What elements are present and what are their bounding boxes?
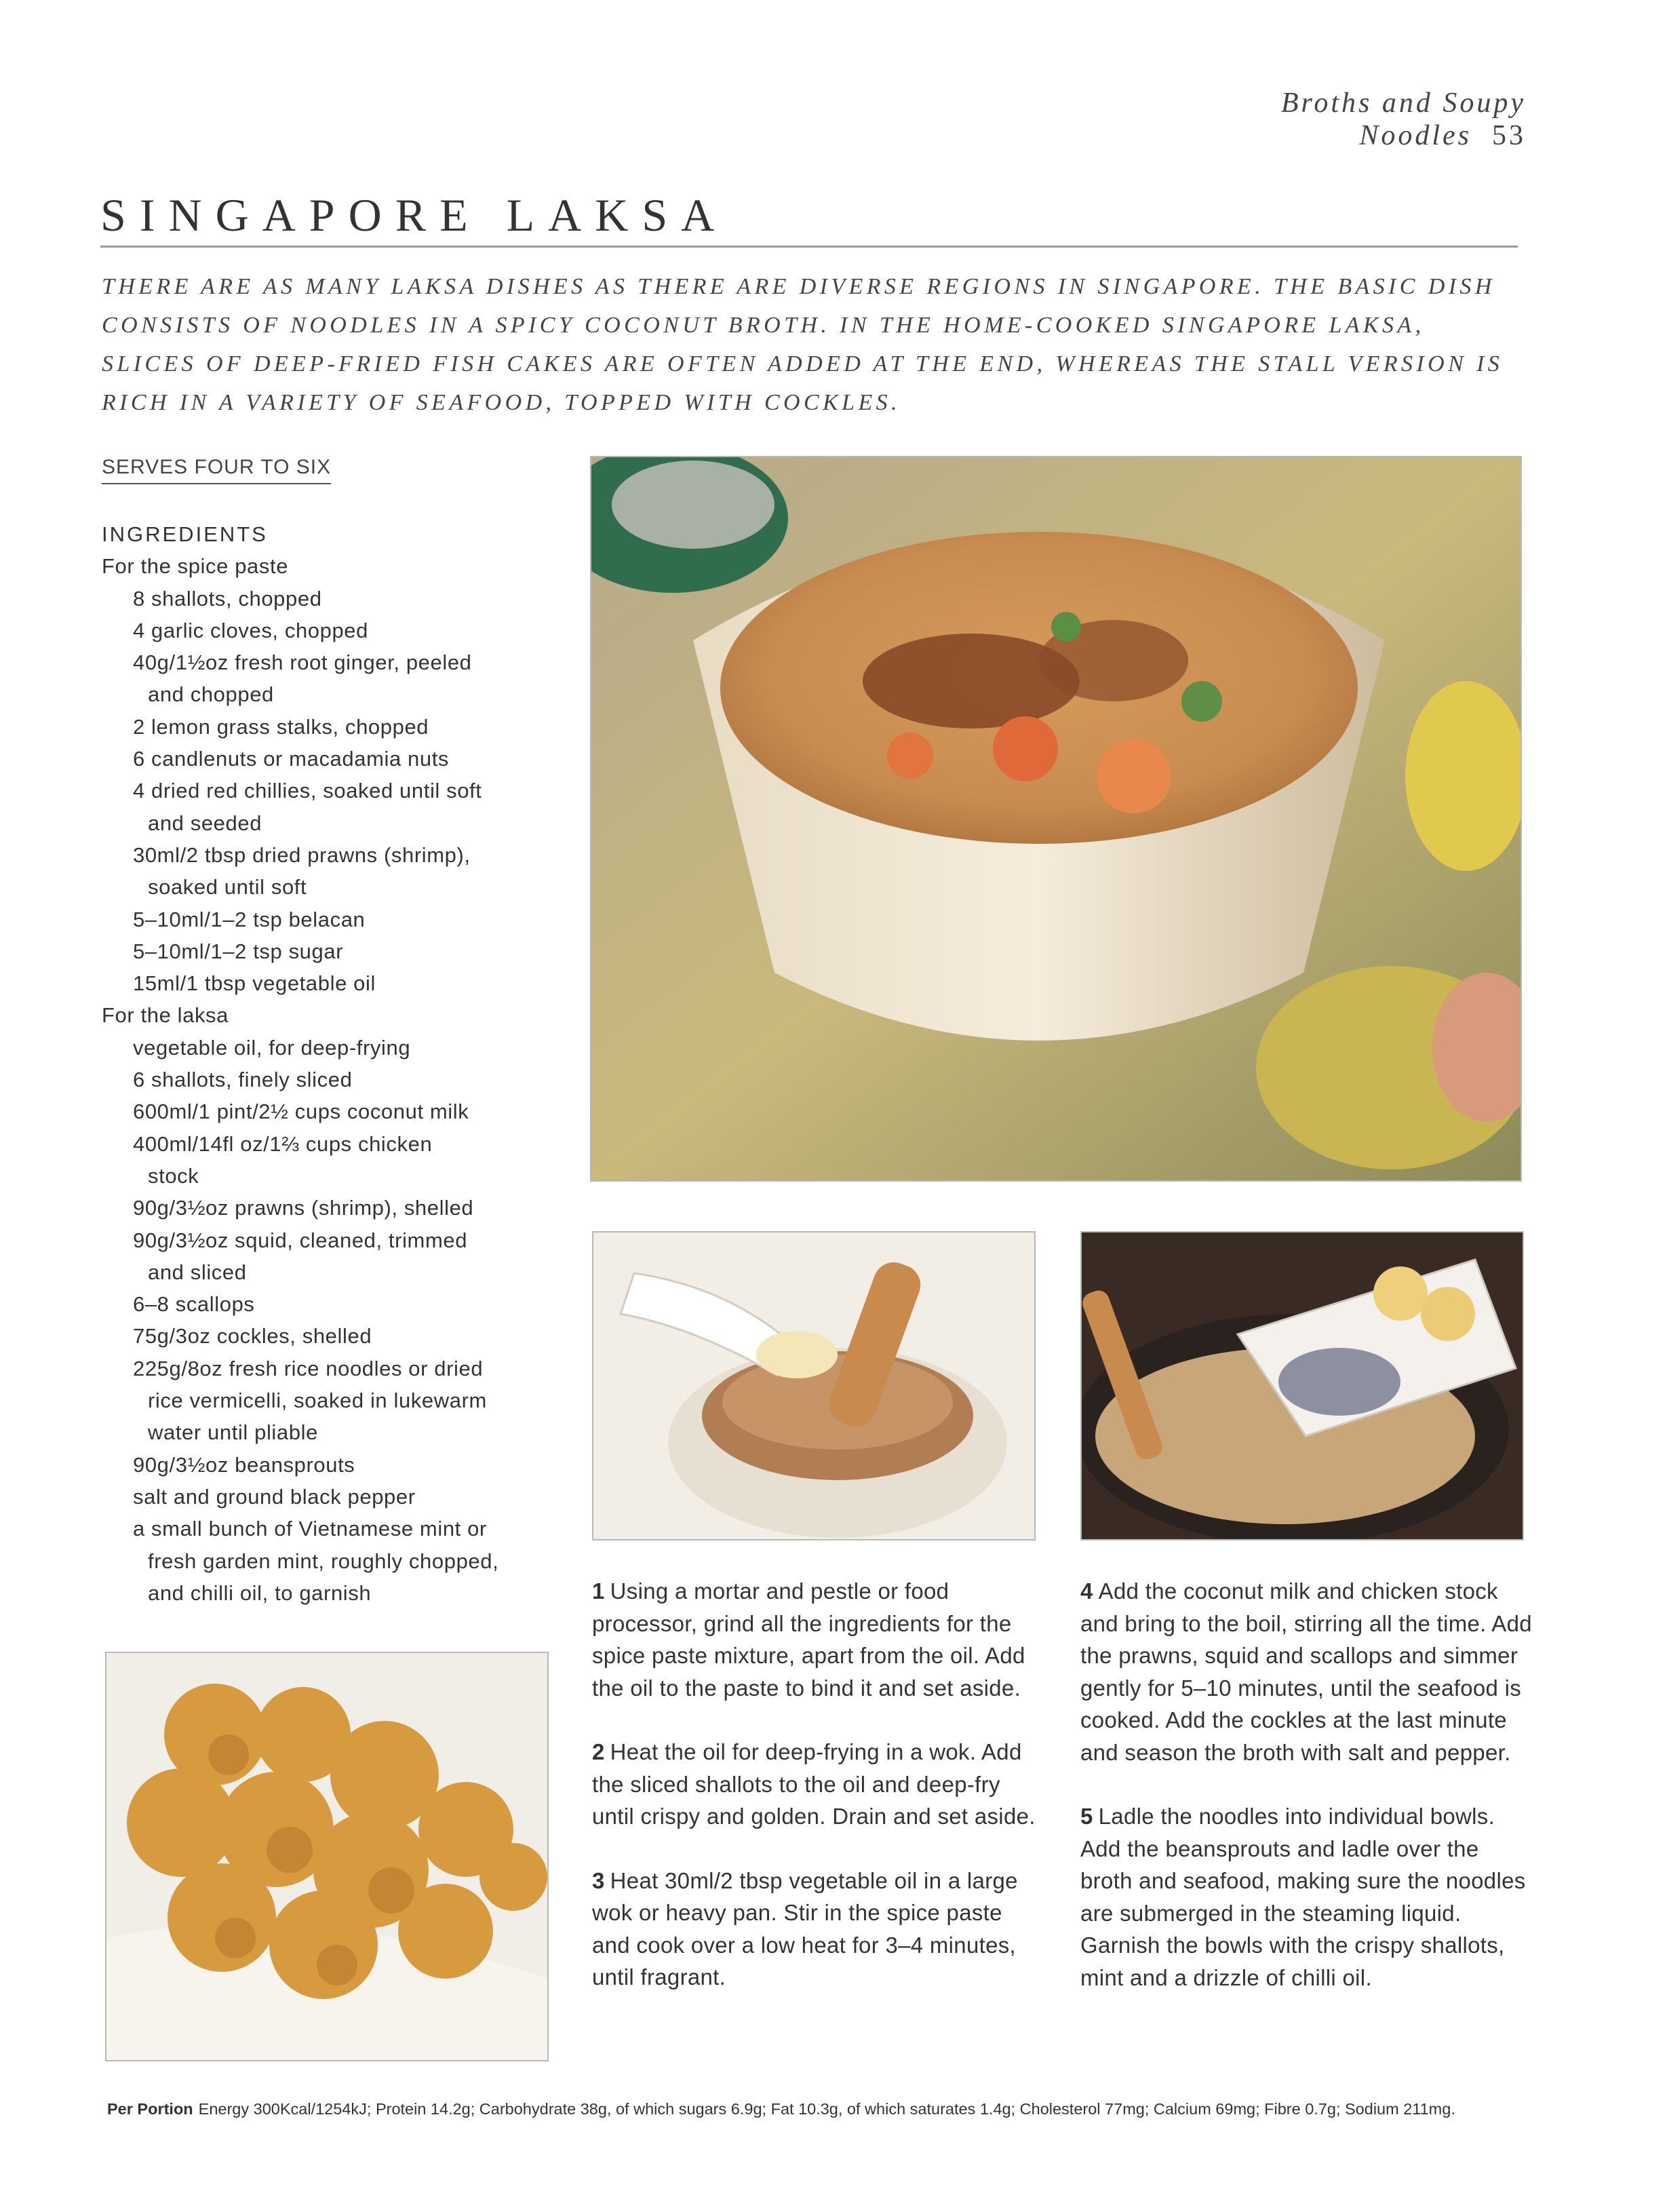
ingredient-item	[102, 615, 549, 646]
wok-seafood-photo	[1080, 1231, 1524, 1540]
ingredient-line-cont: and chopped	[148, 682, 274, 707]
page-number: 53	[1492, 120, 1526, 151]
ingredients-list	[102, 518, 549, 1609]
ingredient-line: 6 candlenuts or macadamia nuts	[133, 747, 450, 771]
ingredient-line: 8 shallots, chopped	[133, 586, 322, 610]
ingredient-group-label: For the spice paste	[102, 554, 289, 579]
method-step	[1080, 1800, 1535, 1994]
ingredient-item	[102, 1032, 549, 1064]
ingredient-line: vegetable oil, for deep-frying	[133, 1035, 411, 1060]
step-text: Ladle the noodles into individual bowls. Add the beansprouts and ladle over the broth and seafood, making sure the noodles are submerged in the steaming liquid. Garnish the bowls with the crispy shallots, mint and a drizzle of chilli oil.	[1080, 1804, 1526, 1990]
ingredient-line: 90g/3½oz squid, cleaned, trimmed	[133, 1228, 468, 1252]
ingredient-line-cont: soaked until soft	[148, 875, 307, 899]
step-number: 4	[1080, 1578, 1093, 1604]
ingredient-line-cont: and chilli oil, to garnish	[148, 1580, 372, 1605]
ingredient-line: 90g/3½oz beansprouts	[133, 1452, 355, 1477]
method-step	[592, 1736, 1046, 1833]
ingredient-item	[102, 1449, 549, 1481]
method-step	[592, 1575, 1046, 1704]
ingredient-line: 90g/3½oz prawns (shrimp), shelled	[133, 1196, 474, 1220]
ingredient-line: 5–10ml/1–2 tsp sugar	[133, 939, 344, 963]
ingredient-line-cont: and sliced	[148, 1260, 247, 1284]
step-text: Add the coconut milk and chicken stock and bring to the boil, stirring all the time. Add the prawns, squid and scallops and simmer gently for 5–10 minutes, until the seafood is cooked. Add the cockles at the last minute and season the broth with salt and pepper.	[1080, 1578, 1532, 1765]
nutrition-text: Energy 300Kcal/1254kJ; Protein 14.2g; Carbohydrate 38g, of which sugars 6.9g; Fat 10.3g, of which saturates 1.4g; Cholesterol 77mg; Calcium 69mg; Fibre 0.7g; Sodium 211mg.	[198, 2100, 1455, 2118]
ingredient-item	[102, 967, 549, 999]
ingredient-line: 4 dried red chillies, soaked until soft	[133, 779, 482, 803]
ingredient-line: 2 lemon grass stalks, chopped	[133, 714, 429, 739]
ingredient-item	[102, 583, 549, 615]
step-number: 2	[592, 1739, 605, 1764]
title-divider	[100, 246, 1518, 248]
ingredient-line-cont: water until pliable	[148, 1420, 318, 1445]
section-title: Broths and Soupy Noodles	[1280, 88, 1526, 151]
running-header	[1105, 87, 1526, 152]
recipe-title: SINGAPORE LAKSA	[100, 189, 728, 241]
method-step	[1080, 1575, 1535, 1768]
ingredient-item	[102, 1095, 549, 1127]
ingredient-line-cont: stock	[148, 1163, 199, 1188]
ingredient-line: salt and ground black pepper	[133, 1484, 416, 1509]
method-steps-left	[592, 1575, 1046, 2025]
ingredient-line: 15ml/1 tbsp vegetable oil	[133, 971, 376, 996]
step-text: Heat 30ml/2 tbsp vegetable oil in a large wok or heavy pan. Stir in the spice paste and cook over a low heat for 3–4 minutes, until fragrant.	[592, 1867, 1018, 1990]
ingredient-line: 75g/3oz cockles, shelled	[133, 1324, 372, 1348]
ingredient-item	[102, 839, 549, 904]
nutrition-info	[107, 2100, 1531, 2118]
serves-label: SERVES FOUR TO SIX	[102, 456, 331, 484]
ingredient-item	[102, 904, 549, 935]
ingredient-line: 6–8 scallops	[133, 1292, 255, 1317]
ingredient-line: 225g/8oz fresh rice noodles or dried	[133, 1356, 484, 1380]
ingredient-item	[102, 646, 549, 711]
recipe-intro: THERE ARE AS MANY LAKSA DISHES AS THERE ARE DIVERSE REGIONS IN SINGAPORE. THE BASIC DISH CONSISTS OF NOODLES IN A SPICY COCONUT BROTH. IN THE HOME-COOKED SINGAPORE LAKSA, SLICES OF DEEP-FRIED FISH CAKES ARE OFTEN ADDED AT THE END, WHEREAS THE STALL VERSION IS RICH IN A VARIETY OF SEAFOOD, TOPPED WITH COCKLES.	[102, 274, 1504, 415]
step-number: 5	[1080, 1804, 1093, 1829]
ingredient-line-cont: and seeded	[148, 811, 262, 835]
ingredient-item	[102, 1481, 549, 1513]
ingredient-line: 40g/1½oz fresh root ginger, peeled	[133, 651, 472, 675]
ingredient-line-cont: fresh garden mint, roughly chopped,	[148, 1549, 499, 1573]
ingredient-item	[102, 1353, 549, 1449]
ingredient-item	[102, 1288, 549, 1320]
ingredient-line: 400ml/14fl oz/1⅔ cups chicken	[133, 1131, 433, 1156]
ingredient-line-cont: rice vermicelli, soaked in lukewarm	[148, 1389, 487, 1413]
ingredients-heading: INGREDIENTS	[102, 522, 268, 546]
ingredient-item	[102, 743, 549, 775]
ingredient-item	[102, 1320, 549, 1352]
ingredient-item	[102, 711, 549, 743]
ingredient-line: 600ml/1 pint/2½ cups coconut milk	[133, 1100, 469, 1124]
ingredient-item	[102, 1192, 549, 1224]
ingredient-item	[102, 775, 549, 839]
step-text: Using a mortar and pestle or food processor, grind all the ingredients for the spice paste mixture, apart from the oil. Add the oil to the paste to bind it and set aside.	[592, 1578, 1025, 1701]
ingredient-group-label: For the laksa	[102, 1003, 229, 1028]
ingredient-groups	[102, 550, 549, 1609]
mortar-pestle-photo	[592, 1231, 1036, 1540]
step-number: 3	[592, 1867, 605, 1893]
laksa-bowl-photo	[590, 456, 1522, 1182]
ingredient-line: 30ml/2 tbsp dried prawns (shrimp),	[133, 842, 471, 867]
ingredient-line: 5–10ml/1–2 tsp belacan	[133, 907, 366, 931]
ingredient-item	[102, 1128, 549, 1192]
step-number: 1	[592, 1578, 605, 1604]
ingredient-item	[102, 1224, 549, 1289]
ingredient-line: a small bunch of Vietnamese mint or	[133, 1517, 487, 1541]
ingredient-item	[102, 1513, 549, 1609]
ingredient-line: 6 shallots, finely sliced	[133, 1068, 353, 1092]
ingredient-line: 4 garlic cloves, chopped	[133, 618, 368, 642]
ingredient-item	[102, 935, 549, 967]
nutrition-lead: Per Portion	[107, 2100, 193, 2118]
method-steps-right	[1080, 1575, 1535, 2025]
ingredient-item	[102, 1064, 549, 1095]
step-text: Heat the oil for deep-frying in a wok. Add the sliced shallots to the oil and deep-fry until crispy and golden. Drain and set aside.	[592, 1739, 1036, 1829]
fish-cakes-photo	[105, 1652, 549, 2061]
method-step	[592, 1865, 1046, 1994]
